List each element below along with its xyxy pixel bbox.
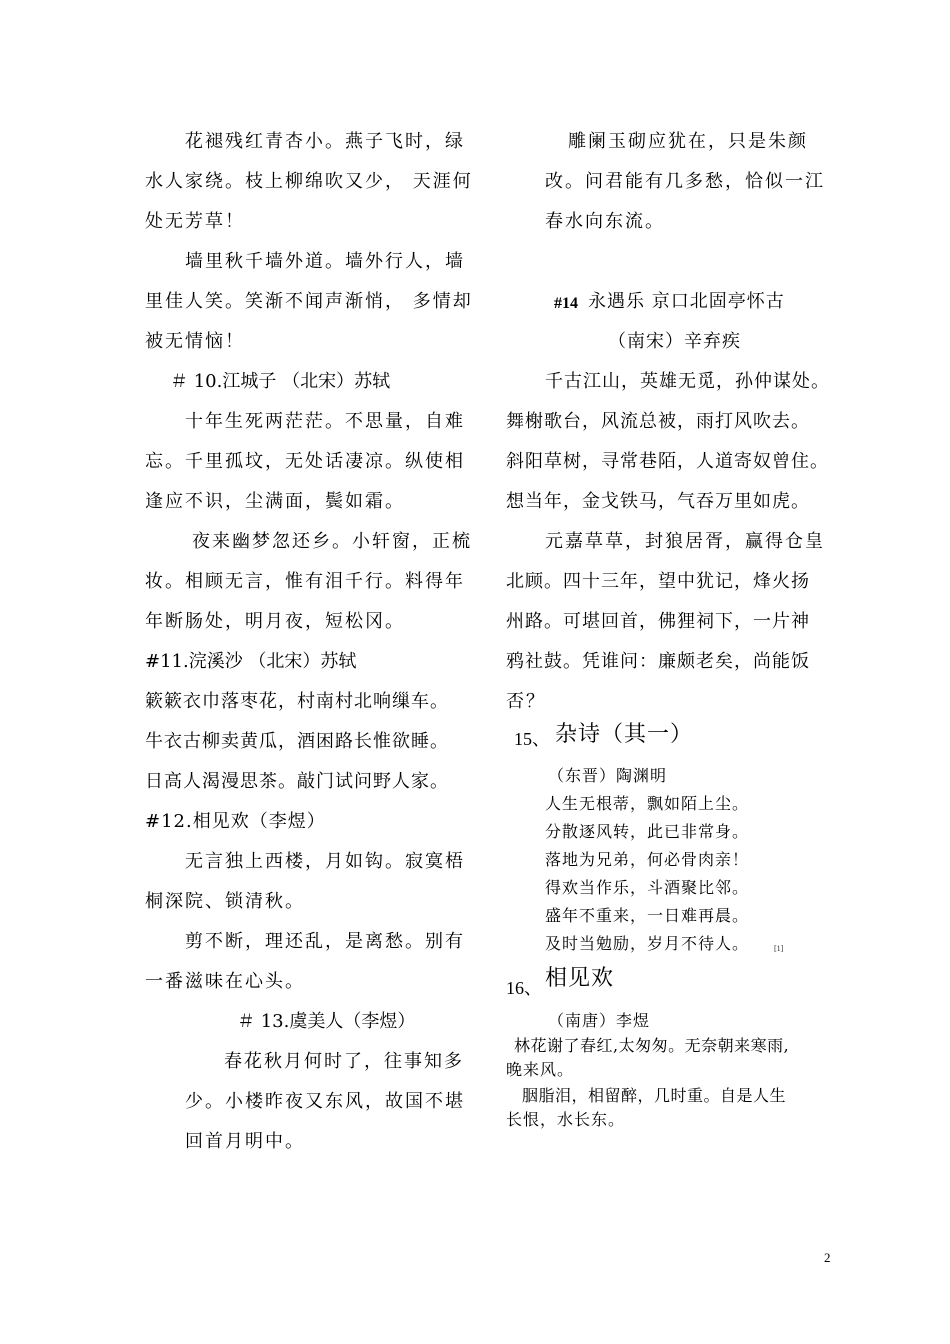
- text-line: 剪不断，理还乱，是离愁。别有: [185, 931, 465, 952]
- poem-title: 杂诗（其一）: [555, 722, 694, 747]
- text-line: 鸦社鼓。凭谁问：廉颇老矣，尚能饭: [506, 651, 810, 672]
- text-line: 被无情恼！: [145, 331, 245, 352]
- text-line: 少。小楼昨夜又东风，故国不堪: [185, 1091, 465, 1112]
- text-line: 春花秋月何时了，往事知多: [224, 1051, 464, 1072]
- text-line: 回首月明中。: [185, 1131, 305, 1152]
- text-line: 舞榭歌台，风流总被，雨打风吹去。: [506, 411, 810, 432]
- text-line: 晚来风。: [506, 1060, 575, 1079]
- poem-heading: #11.浣溪沙 （北宋）苏轼: [145, 651, 357, 672]
- text-line: 年断肠处，明月夜，短松冈。: [145, 611, 405, 632]
- footnote-marker[interactable]: [1]: [774, 944, 784, 953]
- text-line: 落地为兄弟，何必骨肉亲！: [545, 850, 750, 869]
- text-line: 人生无根蒂，飘如陌上尘。: [545, 794, 750, 813]
- text-line: 妆。相顾无言，惟有泪千行。料得年: [145, 571, 465, 592]
- text-line: 水人家绕。枝上柳绵吹又少， 天涯何: [145, 171, 473, 192]
- poem-heading: 永遇乐 京口北固亭怀古: [588, 291, 785, 312]
- poem-heading: ＃ 13.虞美人（李煜）: [237, 1011, 416, 1032]
- text-line: 斜阳草树，寻常巷陌，人道寄奴曾住。: [506, 451, 829, 472]
- text-line: 簌簌衣巾落枣花，村南村北响缫车。: [145, 691, 449, 712]
- text-line: 日高人渴漫思茶。敲门试问野人家。: [145, 771, 449, 792]
- text-line: 夜来幽梦忽还乡。小轩窗，正梳: [192, 531, 472, 552]
- text-line: 里佳人笑。笑渐不闻声渐悄， 多情却: [145, 291, 473, 312]
- text-line: 桐深院、锁清秋。: [145, 891, 305, 912]
- text-line: 想当年，金戈铁马，气吞万里如虎。: [506, 491, 810, 512]
- poem-title: 相见欢: [545, 966, 615, 991]
- text-line: 一番滋味在心头。: [145, 971, 305, 992]
- text-line: 改。问君能有几多愁，恰似一江: [545, 171, 825, 192]
- poem-author: （南宋）辛弃疾: [608, 331, 741, 352]
- text-line: 州路。可堪回首，佛狸祠下，一片神: [506, 611, 810, 632]
- poem-author: （东晋）陶渊明: [548, 766, 668, 785]
- text-line: 牛衣古柳卖黄瓜，酒困路长惟欲睡。: [145, 731, 449, 752]
- text-line: 得欢当作乐，斗酒聚比邻。: [545, 878, 750, 897]
- text-line: 分散逐风转，此已非常身。: [545, 822, 750, 841]
- text-line: 元嘉草草，封狼居胥，赢得仓皇: [545, 531, 825, 552]
- text-line: 墙里秋千墙外道。墙外行人，墙: [185, 251, 465, 272]
- text-line: 雕阑玉砌应犹在，只是朱颜: [568, 131, 808, 152]
- poem-number: #14: [554, 295, 578, 312]
- text-line: 春水向东流。: [545, 211, 665, 232]
- text-line: 林花谢了春红,太匆匆。无奈朝来寒雨,: [514, 1036, 790, 1055]
- text-line: 盛年不重来，一日难再晨。: [545, 906, 750, 925]
- text-line: 忘。千里孤坟，无处话凄凉。纵使相: [145, 451, 465, 472]
- text-line: 否？: [506, 691, 546, 712]
- poem-author: （南唐）李煜: [548, 1011, 651, 1030]
- text-line: 逢应不识，尘满面，鬓如霜。: [145, 491, 405, 512]
- text-line: 长恨，水长东。: [506, 1110, 626, 1129]
- text-line: 胭脂泪，相留醉，几时重。自是人生: [522, 1086, 787, 1105]
- text-line: 花褪残红青杏小。燕子飞时，绿: [185, 131, 465, 152]
- text-line: 北顾。四十三年，望中犹记，烽火扬: [506, 571, 810, 592]
- poem-number: 16、: [506, 978, 542, 998]
- page-number: 2: [824, 1250, 831, 1265]
- poem-number: 15、: [514, 729, 550, 749]
- poem-heading: #12.相见欢（李煜）: [145, 811, 326, 832]
- text-line: 处无芳草！: [145, 211, 245, 232]
- text-line: 千古江山，英雄无觅，孙仲谋处。: [545, 371, 830, 392]
- text-line: 及时当勉励，岁月不待人。: [545, 934, 750, 953]
- text-line: 无言独上西楼，月如钩。寂寞梧: [185, 851, 465, 872]
- poem-heading: ＃ 10.江城子 （北宋）苏轼: [170, 371, 391, 392]
- text-line: 十年生死两茫茫。不思量，自难: [185, 411, 465, 432]
